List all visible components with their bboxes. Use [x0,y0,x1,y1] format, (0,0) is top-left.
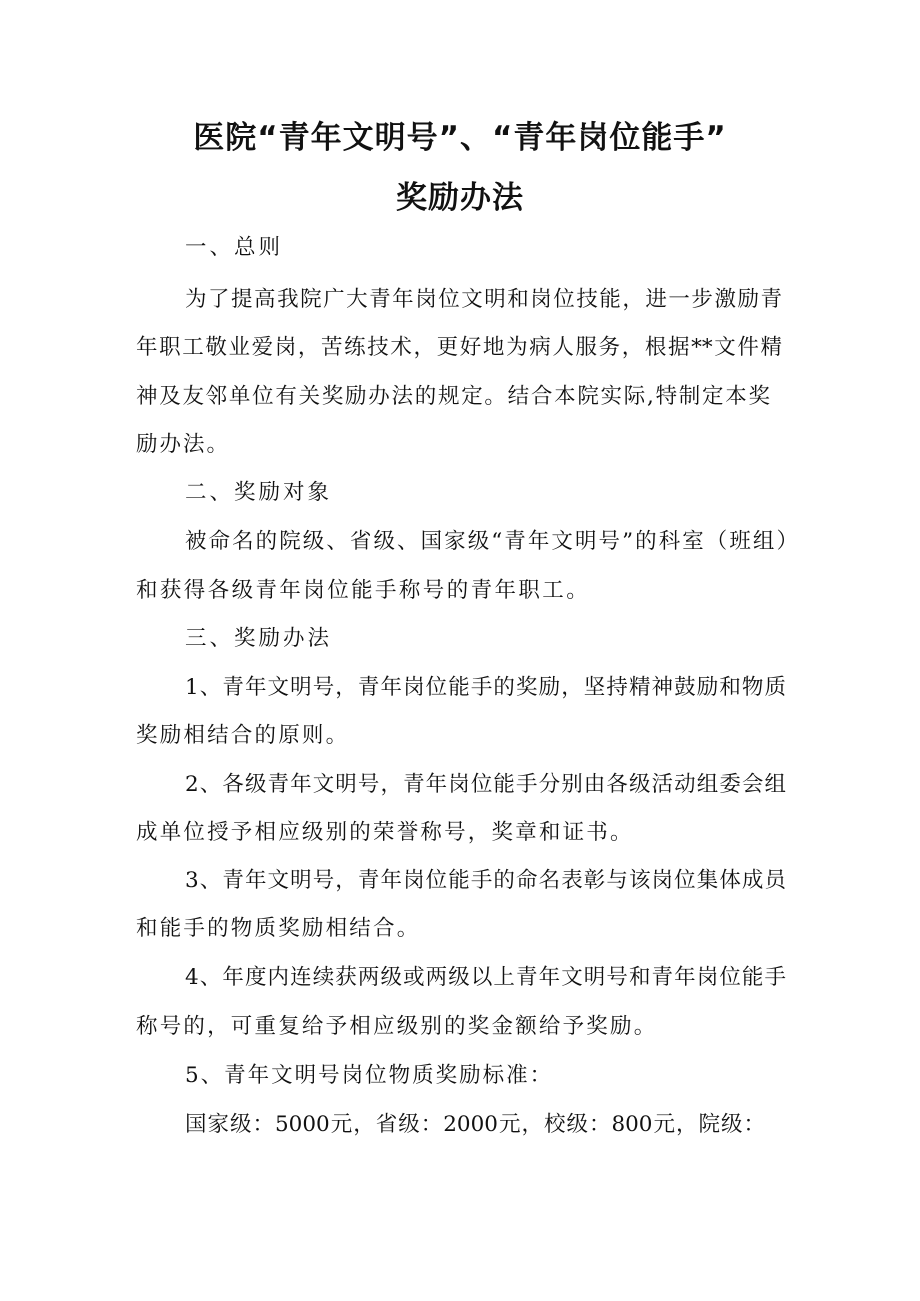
section-heading-award-targets: 二、奖励对象 [185,480,333,505]
paragraph-line: 称号的，可重复给予相应级别的奖金额给予奖励。 [136,1014,658,1039]
paragraph-line: 4、年度内连续获两级或两级以上青年文明号和青年岗位能手 [185,965,786,990]
paragraph-line: 5、青年文明号岗位物质奖励标准： [185,1063,554,1088]
document-title-line-2: 奖励办法 [396,180,524,216]
paragraph-line: 年职工敬业爱岗，苦练技术，更好地为病人服务，根据**文件精 [136,335,782,360]
section-heading-general: 一、总则 [185,235,284,260]
paragraph-line: 神及友邻单位有关奖励办法的规定。结合本院实际,特制定本奖 [136,384,770,409]
paragraph-line: 2、各级青年文明号，青年岗位能手分别由各级活动组委会组 [185,772,786,797]
paragraph-line: 成单位授予相应级别的荣誉称号，奖章和证书。 [136,820,634,845]
paragraph-line: 和获得各级青年岗位能手称号的青年职工。 [136,578,591,603]
document-title-line-1: 医院“青年文明号”、“青年岗位能手” [193,120,727,156]
paragraph-line: 国家级：5000元，省级：2000元，校级：800元，院级： [185,1112,765,1137]
paragraph-line: 被命名的院级、省级、国家级“青年文明号”的科室（班组） [185,529,798,554]
paragraph-line: 1、青年文明号，青年岗位能手的奖励，坚持精神鼓励和物质 [185,675,786,700]
section-heading-award-methods: 三、奖励办法 [185,626,333,651]
paragraph-line: 奖励相结合的原则。 [136,723,350,748]
paragraph-line: 3、青年文明号，青年岗位能手的命名表彰与该岗位集体成员 [185,868,786,893]
paragraph-line: 为了提高我院广大青年岗位文明和岗位技能，进一步激励青 [185,287,782,312]
paragraph-line: 和能手的物质奖励相结合。 [136,916,421,941]
paragraph-line: 励办法。 [136,432,231,457]
